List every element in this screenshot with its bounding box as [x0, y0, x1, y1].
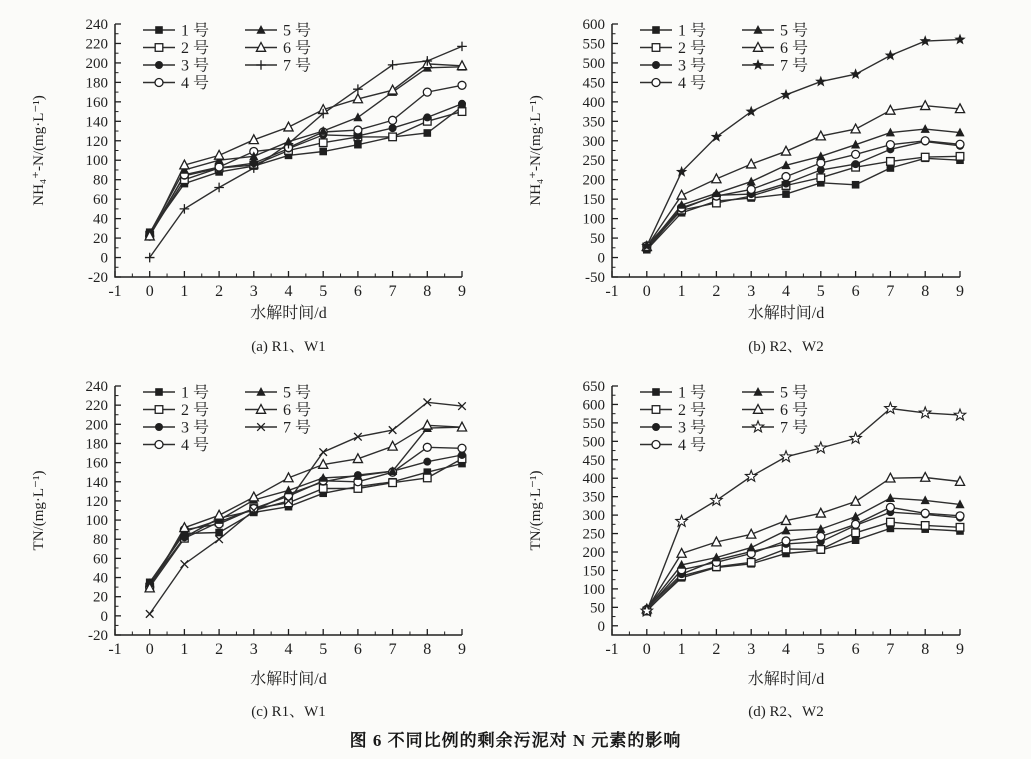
svg-text:1 号: 1 号 — [181, 384, 210, 402]
svg-text:6: 6 — [353, 641, 362, 658]
svg-text:6 号: 6 号 — [283, 40, 312, 57]
svg-text:450: 450 — [582, 75, 605, 92]
svg-text:-50: -50 — [585, 270, 605, 286]
svg-text:4: 4 — [284, 641, 293, 658]
svg-text:0: 0 — [642, 283, 651, 300]
svg-text:0: 0 — [145, 641, 154, 658]
svg-text:4 号: 4 号 — [181, 437, 210, 454]
svg-text:550: 550 — [582, 415, 605, 432]
svg-text:3 号: 3 号 — [678, 419, 707, 437]
svg-text:0: 0 — [597, 618, 605, 635]
svg-text:80: 80 — [93, 172, 108, 189]
svg-text:8: 8 — [921, 283, 930, 300]
svg-text:7: 7 — [388, 641, 397, 658]
svg-text:80: 80 — [93, 532, 108, 549]
svg-text:9: 9 — [458, 641, 466, 658]
svg-text:3: 3 — [249, 641, 258, 658]
svg-text:400: 400 — [582, 94, 605, 111]
x-axis-label-a: 水解时间/d — [250, 305, 327, 322]
svg-text:2 号: 2 号 — [181, 40, 210, 57]
svg-text:60: 60 — [93, 551, 108, 568]
svg-text:100: 100 — [582, 211, 605, 228]
svg-text:200: 200 — [582, 545, 605, 561]
svg-text:3: 3 — [747, 283, 756, 300]
chart-d-canvas — [515, 355, 1031, 660]
svg-text:300: 300 — [582, 133, 605, 150]
svg-text:-1: -1 — [108, 283, 122, 300]
svg-text:3 号: 3 号 — [181, 419, 210, 437]
chart-b-canvas — [515, 0, 1031, 302]
x-axis-label-b: 水解时间/d — [747, 305, 825, 322]
svg-text:-1: -1 — [108, 641, 122, 658]
subplot-caption-d: (d) R2、W2 — [748, 704, 824, 720]
subplot-caption-c: (c) R1、W1 — [251, 704, 326, 720]
svg-text:1 号: 1 号 — [678, 384, 707, 402]
svg-text:3 号: 3 号 — [181, 57, 210, 75]
svg-text:4: 4 — [782, 283, 790, 300]
svg-text:0: 0 — [145, 283, 154, 300]
svg-text:4: 4 — [782, 641, 790, 658]
svg-text:6: 6 — [353, 283, 362, 300]
svg-text:120: 120 — [85, 493, 108, 510]
svg-text:100: 100 — [582, 581, 605, 598]
svg-text:6: 6 — [851, 283, 860, 300]
svg-text:5: 5 — [816, 641, 825, 658]
svg-text:180: 180 — [85, 436, 108, 453]
svg-text:2 号: 2 号 — [181, 402, 210, 419]
svg-text:180: 180 — [85, 75, 108, 92]
svg-text:8: 8 — [921, 641, 930, 658]
svg-text:140: 140 — [85, 474, 108, 491]
svg-text:140: 140 — [85, 114, 108, 131]
svg-text:4 号: 4 号 — [678, 437, 707, 454]
svg-text:250: 250 — [582, 526, 605, 543]
svg-text:6: 6 — [851, 641, 860, 658]
svg-text:1: 1 — [677, 641, 686, 658]
svg-text:9: 9 — [956, 283, 964, 300]
svg-text:7 号: 7 号 — [780, 419, 809, 437]
svg-text:650: 650 — [582, 379, 605, 395]
svg-text:1: 1 — [677, 283, 686, 300]
svg-text:TN/(mg·L⁻¹): TN/(mg·L⁻¹) — [528, 470, 544, 551]
svg-text:6 号: 6 号 — [780, 40, 809, 57]
svg-text:200: 200 — [85, 417, 108, 434]
svg-text:150: 150 — [582, 192, 605, 209]
subplot-b — [515, 0, 1031, 355]
svg-text:TN/(mg·L⁻¹): TN/(mg·L⁻¹) — [31, 470, 47, 551]
svg-text:2: 2 — [712, 641, 721, 658]
svg-text:7 号: 7 号 — [780, 57, 809, 75]
chart-c-canvas — [0, 355, 515, 660]
svg-text:2 号: 2 号 — [678, 402, 707, 419]
svg-text:7 号: 7 号 — [283, 57, 312, 75]
subplot-caption-b: (b) R2、W2 — [748, 339, 824, 355]
svg-text:240: 240 — [85, 17, 108, 33]
subplot-d — [515, 355, 1031, 727]
x-axis-label-c: 水解时间/d — [250, 671, 327, 688]
figure-caption: 图 6 不同比例的剩余污泥对 N 元素的影响 — [349, 731, 682, 750]
svg-text:600: 600 — [582, 17, 605, 33]
svg-text:5 号: 5 号 — [283, 384, 312, 402]
svg-text:-1: -1 — [605, 283, 619, 300]
svg-text:-20: -20 — [88, 270, 108, 286]
svg-text:4: 4 — [284, 283, 293, 300]
svg-text:9: 9 — [458, 283, 466, 300]
svg-text:6 号: 6 号 — [283, 402, 312, 419]
svg-text:400: 400 — [582, 471, 605, 488]
svg-text:50: 50 — [590, 231, 605, 248]
svg-text:5: 5 — [319, 641, 328, 658]
svg-text:1 号: 1 号 — [181, 22, 210, 40]
svg-text:2: 2 — [712, 283, 721, 300]
svg-text:5 号: 5 号 — [780, 384, 809, 402]
svg-text:1: 1 — [180, 283, 189, 300]
svg-text:NH₄⁺-N/(mg·L⁻¹): NH₄⁺-N/(mg·L⁻¹) — [31, 95, 47, 206]
svg-text:160: 160 — [85, 94, 108, 111]
svg-text:200: 200 — [85, 55, 108, 72]
svg-text:220: 220 — [85, 398, 108, 415]
svg-text:5: 5 — [319, 283, 328, 300]
svg-text:0: 0 — [642, 641, 651, 658]
svg-text:240: 240 — [85, 379, 108, 395]
svg-text:300: 300 — [582, 508, 605, 525]
svg-text:7: 7 — [886, 283, 895, 300]
svg-text:450: 450 — [582, 452, 605, 469]
svg-text:NH₄⁺-N/(mg·L⁻¹): NH₄⁺-N/(mg·L⁻¹) — [528, 95, 544, 206]
svg-text:160: 160 — [85, 455, 108, 472]
svg-text:60: 60 — [93, 192, 108, 209]
subplot-a — [0, 0, 515, 355]
svg-text:0: 0 — [100, 608, 108, 625]
svg-text:220: 220 — [85, 36, 108, 53]
subplot-caption-a: (a) R1、W1 — [251, 339, 326, 355]
chart-a-canvas — [0, 0, 515, 302]
svg-text:8: 8 — [423, 641, 432, 658]
svg-text:8: 8 — [423, 283, 432, 300]
svg-text:2: 2 — [215, 641, 224, 658]
svg-text:100: 100 — [85, 513, 108, 530]
svg-text:4 号: 4 号 — [678, 75, 707, 92]
svg-text:250: 250 — [582, 153, 605, 170]
x-axis-label-d: 水解时间/d — [747, 671, 825, 688]
svg-text:7 号: 7 号 — [283, 419, 312, 437]
svg-text:350: 350 — [582, 489, 605, 506]
svg-text:40: 40 — [93, 570, 108, 587]
svg-text:20: 20 — [93, 589, 108, 606]
svg-text:0: 0 — [100, 250, 108, 267]
svg-text:5 号: 5 号 — [780, 22, 809, 40]
svg-text:7: 7 — [388, 283, 397, 300]
svg-text:2 号: 2 号 — [678, 40, 707, 57]
svg-text:3 号: 3 号 — [678, 57, 707, 75]
svg-text:40: 40 — [93, 211, 108, 228]
subplot-c — [0, 355, 515, 727]
svg-text:5: 5 — [816, 283, 825, 300]
svg-text:7: 7 — [886, 641, 895, 658]
svg-text:20: 20 — [93, 231, 108, 248]
svg-text:550: 550 — [582, 36, 605, 53]
svg-text:-1: -1 — [605, 641, 619, 658]
svg-text:5 号: 5 号 — [283, 22, 312, 40]
svg-text:1: 1 — [180, 641, 189, 658]
svg-text:500: 500 — [582, 55, 605, 72]
svg-text:50: 50 — [590, 600, 605, 617]
svg-text:150: 150 — [582, 563, 605, 580]
svg-text:350: 350 — [582, 114, 605, 131]
svg-text:2: 2 — [215, 283, 224, 300]
svg-text:-20: -20 — [88, 628, 108, 644]
svg-text:500: 500 — [582, 434, 605, 451]
svg-text:3: 3 — [249, 283, 258, 300]
svg-text:120: 120 — [85, 133, 108, 150]
svg-text:200: 200 — [582, 172, 605, 189]
svg-text:100: 100 — [85, 153, 108, 170]
svg-text:4 号: 4 号 — [181, 75, 210, 92]
svg-text:3: 3 — [747, 641, 756, 658]
svg-text:600: 600 — [582, 397, 605, 414]
svg-text:9: 9 — [956, 641, 964, 658]
svg-text:6 号: 6 号 — [780, 402, 809, 419]
svg-text:1 号: 1 号 — [678, 22, 707, 40]
svg-text:0: 0 — [597, 250, 605, 267]
